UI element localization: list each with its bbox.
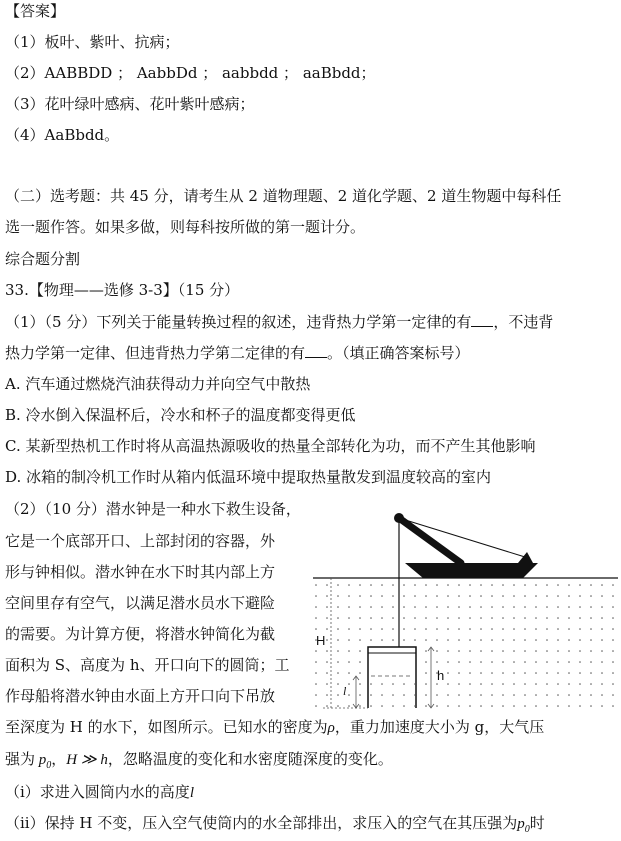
q33-part2-line3: 形与钟相似。潜水钟在水下时其内部上方: [5, 563, 276, 581]
q33-part2-line1: （2）（10 分）潜水钟是一种水下救生设备，: [5, 500, 301, 518]
q33-part2-line8-b: ，重力加速度大小为 g，大气压: [334, 718, 545, 736]
ship-hull: [405, 563, 538, 578]
answer-item-2: （2）AABBDD ； AabbDd ； aabbdd ； aaBbdd；: [5, 64, 376, 82]
q33-part1-line2: [5, 342, 470, 364]
q33-part2-line4: 空间里存有空气，以满足潜水员水下避险: [5, 594, 276, 612]
q33-option-d: D. 冰箱的制冷机工作时从箱内低温环境中提取热量散发到温度较高的室内: [5, 468, 492, 486]
section2-line1: （二）选考题：共 45 分，请考生从 2 道物理题、2 道化学题、2 道生物题中每科任: [5, 187, 562, 205]
diving-bell-figure: [313, 505, 618, 715]
much-greater-expr: H ≫ h: [66, 752, 108, 768]
q33-part2-line8: [5, 716, 544, 739]
answer-item-3: （3）花叶绿叶感病、花叶紫叶感病；: [5, 95, 255, 113]
answer-blank-2: [305, 343, 327, 358]
q33-part2-line9: [5, 748, 393, 777]
inner-water: [369, 676, 415, 708]
answer-item-1: （1）板叶、紫叶、抗病；: [5, 33, 180, 51]
q33-part2-line2: 它是一个底部开口、上部封闭的容器，外: [5, 532, 276, 550]
q33-sub-i: （i）求进入圆筒内水的高度l: [5, 783, 194, 801]
q33-option-b: B. 冷水倒入保温杯后，冷水和杯子的温度都变得更低: [5, 406, 356, 424]
l-label: l: [343, 684, 347, 698]
section2-label: 综合题分割: [5, 250, 81, 268]
section2-line2: 选一题作答。如果多做，则每科按所做的第一题计分。: [5, 218, 366, 236]
p0-symbol: $p_0$: [38, 752, 52, 771]
stern-post: [518, 552, 533, 563]
q33-part1-line1-a: （1）（5 分）下列关于能量转换过程的叙述，违背热力学第一定律的有: [5, 313, 472, 331]
q33-part1-line2-b: 。（填正确答案标号）: [327, 344, 470, 362]
q33-part2-line9-b: ，: [51, 750, 67, 768]
answer-blank-1: [471, 312, 493, 327]
l-variable: l: [189, 785, 194, 801]
q33-option-c: C. 某新型热机工作时将从高温热源吸收的热量全部转化为功，而不产生其他影响: [5, 437, 536, 455]
H-label: H: [316, 633, 326, 648]
q33-sub-ii: （ii）保持 H 不变，压入空气使筒内的水全部排出，求压入的空气在其压强为$p_0$时: [5, 814, 545, 835]
p0-symbol-2: $p_0$: [517, 816, 530, 835]
q33-part2-line9-a: 强为: [5, 750, 36, 768]
q33-part2-line9-c: ，忽略温度的变化和水密度随深度的变化。: [107, 750, 393, 768]
support-cable: [399, 518, 525, 557]
water-region: [313, 578, 618, 715]
q33-part1-line1: [5, 311, 553, 333]
crane-arm: [399, 518, 461, 563]
q33-part2-line7: 作母船将潜水钟由水面上方开口向下吊放: [5, 687, 276, 705]
q33-part1-line1-b: ，不违背: [493, 313, 554, 331]
q33-part2-line6: 面积为 S、高度为 h、开口向下的圆筒；工: [5, 656, 290, 674]
q33-option-a: A. 汽车通过燃烧汽油获得动力并向空气中散热: [5, 375, 311, 393]
q33-title: 33.【物理——选修 3-3】（15 分）: [5, 281, 240, 299]
q33-part1-line2-a: 热力学第一定律、但违背热力学第二定律的有: [5, 344, 306, 362]
answer-heading: 【答案】: [5, 2, 66, 20]
q33-part2-line8-a: 至深度为 H 的水下，如图所示。已知水的密度为: [5, 718, 328, 736]
rho-symbol: ρ: [327, 720, 335, 736]
h-label: h: [437, 668, 445, 683]
answer-item-4: （4）AaBbdd。: [5, 126, 120, 144]
q33-part2-line5: 的需要。为计算方便，将潜水钟简化为截: [5, 625, 276, 643]
